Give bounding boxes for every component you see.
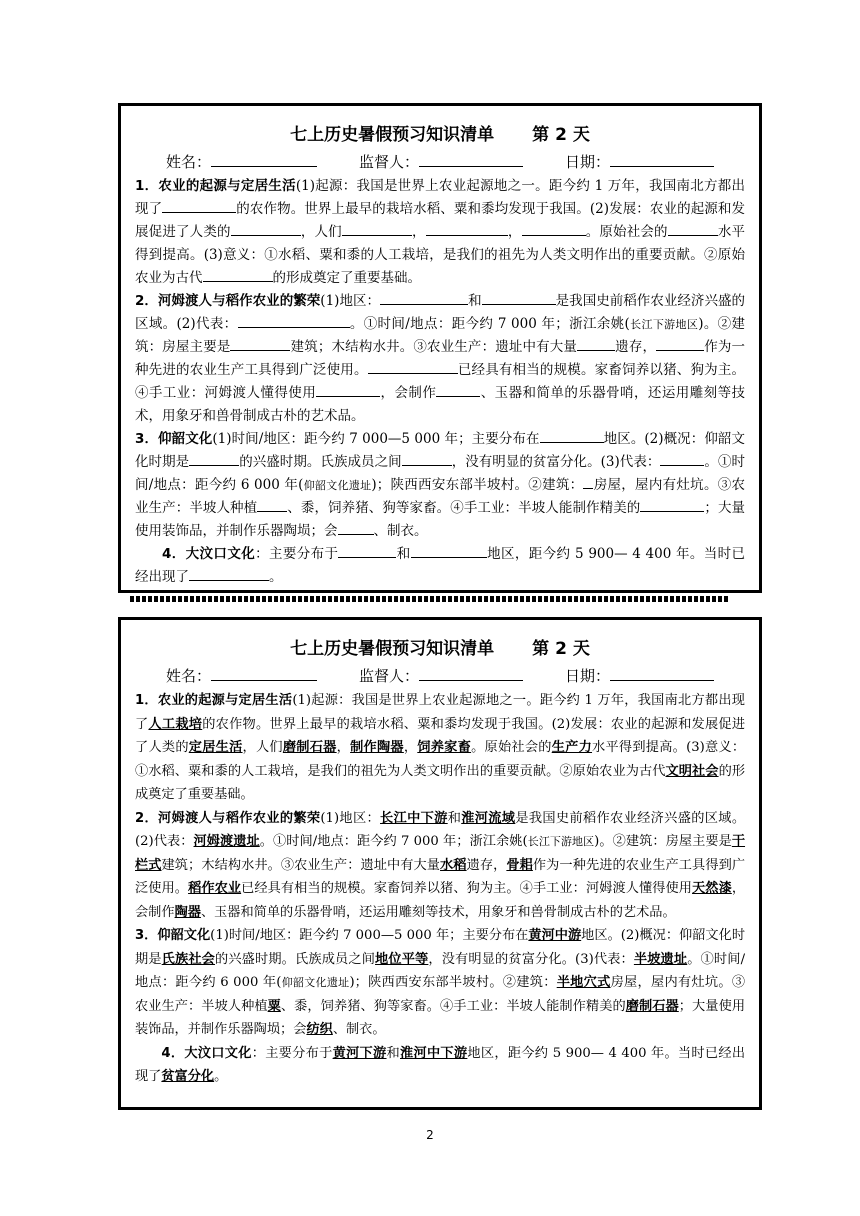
answer: 半地穴式 [556, 975, 611, 990]
text: 是我国史前稻作农业经济兴盛的区域。(2)代表： [135, 810, 746, 849]
text: 的形成奠定了重要基础。 [135, 763, 746, 802]
name-blank[interactable] [211, 664, 317, 681]
text: 遗存， [615, 339, 657, 355]
supervisor-field[interactable] [359, 664, 523, 687]
supervisor-label: 监督人： [358, 667, 419, 685]
date-field[interactable] [565, 664, 714, 687]
blank[interactable] [342, 221, 412, 236]
name-label: 姓名： [165, 153, 211, 171]
text: 、制衣。 [332, 1022, 386, 1037]
blank[interactable] [203, 267, 273, 282]
answer: 磨制石器 [625, 998, 679, 1014]
blank[interactable] [482, 290, 556, 305]
answer: 制作陶器 [350, 740, 404, 755]
text: 的形成奠定了重要基础。 [272, 270, 421, 286]
text: 。原始社会的 [585, 224, 668, 240]
text: 。 [269, 569, 283, 585]
text: 和 [447, 810, 462, 826]
text: 的农作物。世界上最早的栽培水稻、粟和黍均发现于我国。(2)发展：农业的起源和发展促进了人类的 [135, 201, 746, 240]
text: ：主要分布于 [255, 546, 339, 562]
text: ，没有明显的贫富分化。(3)代表： [451, 454, 661, 470]
page-number: 2 [426, 1128, 434, 1142]
day-label: 第 2 天 [532, 639, 590, 659]
blank[interactable] [368, 359, 458, 374]
answer: 黄河下游 [332, 1045, 387, 1061]
section-heading: 1．农业的起源与定居生活 [135, 693, 293, 708]
text: (1)地区： [320, 293, 381, 309]
blank[interactable] [436, 382, 480, 397]
blank[interactable] [668, 221, 718, 236]
blank[interactable] [577, 336, 615, 351]
text: 已经具有相当的规模。家畜饲养以猪、狗为主。④手工业：河姆渡人懂得使用 [135, 362, 746, 401]
text: ， [403, 740, 418, 755]
text: 水平得到提高。(3)意义：①水稻、粟和黍的人工栽培，是我们的祖先为人类文明作出的重要贡献。②原始农业为古代 [135, 740, 746, 779]
text: 建筑；木结构水井。③农业生产：遗址中有大量 [290, 339, 578, 355]
blank[interactable] [411, 543, 487, 558]
text: 和 [386, 1045, 400, 1061]
answer: 水稻 [440, 857, 467, 873]
section-heading: 1．农业的起源与定居生活 [135, 178, 296, 194]
blank[interactable] [522, 221, 586, 236]
section-dawenkou [135, 1042, 745, 1089]
answer: 陶器 [174, 904, 201, 920]
meta-row [135, 664, 745, 687]
text: )；陕西西安东部半坡村。②建筑： [349, 975, 557, 990]
section-yangshao [135, 924, 745, 1042]
answer: 粟 [267, 998, 281, 1014]
blank[interactable] [583, 474, 593, 489]
text: )。②建筑：房屋主要是 [594, 834, 732, 849]
name-field[interactable] [166, 664, 317, 687]
text: ，没有明显的贫富分化。(3)代表： [428, 951, 634, 967]
answer: 氏族社会 [161, 951, 216, 967]
text: )；陕西西安东部半坡村。②建筑： [371, 477, 584, 493]
answer: 生产力 [551, 740, 593, 755]
answer: 饲养家畜 [417, 740, 472, 755]
date-field[interactable] [565, 150, 714, 173]
blank[interactable] [189, 451, 239, 466]
blank[interactable] [402, 451, 452, 466]
blank[interactable] [230, 336, 290, 351]
text: ；大量使用装饰品，并制作乐器陶埙；会 [135, 998, 746, 1037]
small-text: 长江下游地区 [527, 835, 595, 848]
text: )。②建筑：房屋主要是 [135, 316, 745, 355]
text: 的兴盛时期。氏族成员之间 [239, 454, 402, 470]
text: 。原始社会的 [471, 740, 552, 755]
small-text: 仰韶文化遗址 [281, 976, 350, 989]
text: (1)起源：我国是世界上农业起源地之一。距今约 1 万年，我国南北方都出现了 [135, 178, 745, 217]
meta-row [135, 150, 745, 173]
text: 、制衣。 [373, 523, 428, 539]
answer: 半坡遗址 [633, 951, 688, 967]
text: ：主要分布于 [251, 1045, 333, 1061]
text: 。①时间/地点：距今约 6 000 年( [135, 454, 746, 493]
name-blank[interactable] [211, 150, 317, 167]
text: 房屋，屋内有灶坑。③农业生产：半坡人种植 [135, 477, 746, 516]
day-label: 第 2 天 [532, 125, 590, 145]
date-label: 日期： [564, 153, 610, 171]
date-label: 日期： [564, 667, 610, 685]
blank[interactable] [380, 290, 468, 305]
text: 和 [468, 293, 482, 309]
answer: 长江中下游 [380, 810, 448, 826]
text: 。①时间/地点：距今约 7 000 年；浙江余姚( [349, 316, 630, 332]
answer: 河姆渡遗址 [193, 834, 260, 849]
section-heading: 3．仰韶文化 [135, 928, 211, 943]
section-heading: 3．仰韶文化 [135, 431, 213, 447]
text: 地区。(2)概况：仰韶文化时期是 [135, 928, 746, 967]
text: 的农作物。世界上最早的栽培水稻、粟和黍均发现于我国。(2)发展：农业的起源和发展促进了人类的 [135, 716, 746, 755]
blank[interactable] [640, 497, 704, 512]
answer: 磨制石器 [282, 740, 337, 755]
text: ；大量使用装饰品，并制作乐器陶埙；会 [135, 500, 746, 539]
blank[interactable] [238, 313, 350, 328]
text: 已经具有相当的规模。家畜饲养以猪、狗为主。④手工业：河姆渡人懂得使用 [241, 881, 693, 896]
title-text: 七上历史暑假预习知识清单 [290, 125, 495, 145]
small-text: 仰韶文化遗址 [303, 479, 372, 492]
text: 遗存， [466, 857, 507, 873]
section-heading: 2．河姆渡人与稻作农业的繁荣 [135, 810, 321, 826]
text: ， [411, 224, 426, 240]
text: 地区。(2)概况：仰韶文化时期是 [135, 431, 745, 470]
text: 。①时间/地点：距今约 7 000 年；浙江余姚( [259, 834, 528, 849]
text: ，人们 [242, 740, 283, 755]
blank[interactable] [231, 221, 301, 236]
date-blank[interactable] [610, 150, 714, 167]
text: 是我国史前稻作农业经济兴盛的区域。(2)代表： [135, 293, 746, 332]
blank[interactable] [540, 428, 604, 443]
answer: 骨耜 [506, 857, 533, 873]
section-hemudu [135, 290, 745, 428]
worksheet-title [135, 636, 745, 662]
text: 。①时间/地点：距今约 6 000 年( [135, 951, 746, 990]
answer: 文明社会 [665, 763, 719, 779]
blank[interactable] [162, 198, 236, 213]
worksheet-answers [118, 617, 762, 1110]
worksheet-title [135, 122, 745, 148]
text: 、黍，饲养猪、狗等家畜。④手工业：半坡人能制作精美的 [287, 500, 641, 516]
answer: 淮河流域 [461, 810, 516, 826]
text: ，人们 [300, 224, 342, 240]
text: 作为一种先进的农业生产工具得到广泛使用。 [135, 857, 746, 896]
blank[interactable] [257, 497, 287, 512]
text: (1)起源：我国是世界上农业起源地之一。距今约 1 万年，我国南北方都出现了 [135, 693, 745, 732]
blank[interactable] [316, 382, 380, 397]
text: 地区，距今约 5 900— 4 400 年。当时已经出现了 [135, 546, 746, 585]
blank[interactable] [189, 566, 269, 581]
blank[interactable] [338, 520, 374, 535]
answer: 定居生活 [188, 740, 243, 755]
text: 地区，距今约 5 900— 4 400 年。当时已经出现了 [135, 1045, 746, 1084]
dotted-divider [130, 596, 730, 602]
section-hemudu [135, 807, 745, 925]
section-dawenkou [135, 543, 745, 589]
answer: 贫富分化 [161, 1069, 215, 1084]
text: ， [507, 224, 522, 240]
section-agriculture-origin [135, 175, 745, 290]
answer: 人工栽培 [148, 716, 203, 732]
worksheet-blank [118, 103, 762, 593]
answer: 稻作农业 [188, 881, 242, 896]
text: 和 [396, 546, 411, 562]
blank[interactable] [338, 543, 396, 558]
section-heading: 4．大汶口文化 [162, 546, 256, 562]
small-text: 长江下游地区 [629, 318, 699, 331]
section-agriculture-origin [135, 689, 745, 807]
text: ，会制作 [135, 881, 746, 920]
answer: 黄河中游 [528, 928, 582, 943]
text: 作为一种先进的农业生产工具得到广泛使用。 [135, 339, 746, 378]
supervisor-label: 监督人： [358, 153, 419, 171]
text: 水平得到提高。(3)意义：①水稻、粟和黍的人工栽培，是我们的祖先为人类文明作出的重要贡献。②原始农业为古代 [135, 224, 746, 286]
blank[interactable] [656, 336, 704, 351]
blank[interactable] [660, 451, 704, 466]
text: 。 [214, 1069, 228, 1084]
text: (1)时间/地区：距今约 7 000—5 000 年；主要分布在 [210, 928, 529, 943]
text: (1)时间/地区：距今约 7 000—5 000 年；主要分布在 [212, 431, 540, 447]
supervisor-blank[interactable] [419, 150, 523, 167]
name-label: 姓名： [165, 667, 211, 685]
answer: 天然漆 [692, 881, 732, 896]
text: 、玉器和简单的乐器骨哨，还运用雕刻等技术，用象牙和兽骨制成古朴的艺术品。 [200, 904, 676, 920]
date-blank[interactable] [610, 664, 714, 681]
answer: 纺织 [306, 1022, 333, 1037]
text: 、黍，饲养猪、狗等家畜。④手工业：半坡人能制作精美的 [280, 998, 626, 1014]
text: 、玉器和简单的乐器骨哨，还运用雕刻等技术，用象牙和兽骨制成古朴的艺术品。 [135, 385, 746, 424]
text: ，会制作 [380, 385, 437, 401]
text: 建筑；木结构水井。③农业生产：遗址中有大量 [161, 857, 441, 873]
text: ， [336, 740, 351, 755]
blank[interactable] [426, 221, 508, 236]
section-heading: 2．河姆渡人与稻作农业的繁荣 [135, 293, 321, 309]
answer: 淮河中下游 [400, 1045, 468, 1061]
supervisor-blank[interactable] [419, 664, 523, 681]
text: (1)地区： [320, 810, 381, 826]
name-field[interactable] [166, 150, 317, 173]
answer: 干栏式 [135, 834, 746, 873]
section-heading: 4．大汶口文化 [161, 1045, 252, 1061]
text: 的兴盛时期。氏族成员之间 [215, 951, 376, 967]
supervisor-field[interactable] [359, 150, 523, 173]
section-yangshao [135, 428, 745, 543]
text: 房屋，屋内有灶坑。③农业生产：半坡人种植 [135, 975, 746, 1014]
answer: 地位平等 [375, 951, 429, 967]
title-text: 七上历史暑假预习知识清单 [290, 639, 495, 659]
